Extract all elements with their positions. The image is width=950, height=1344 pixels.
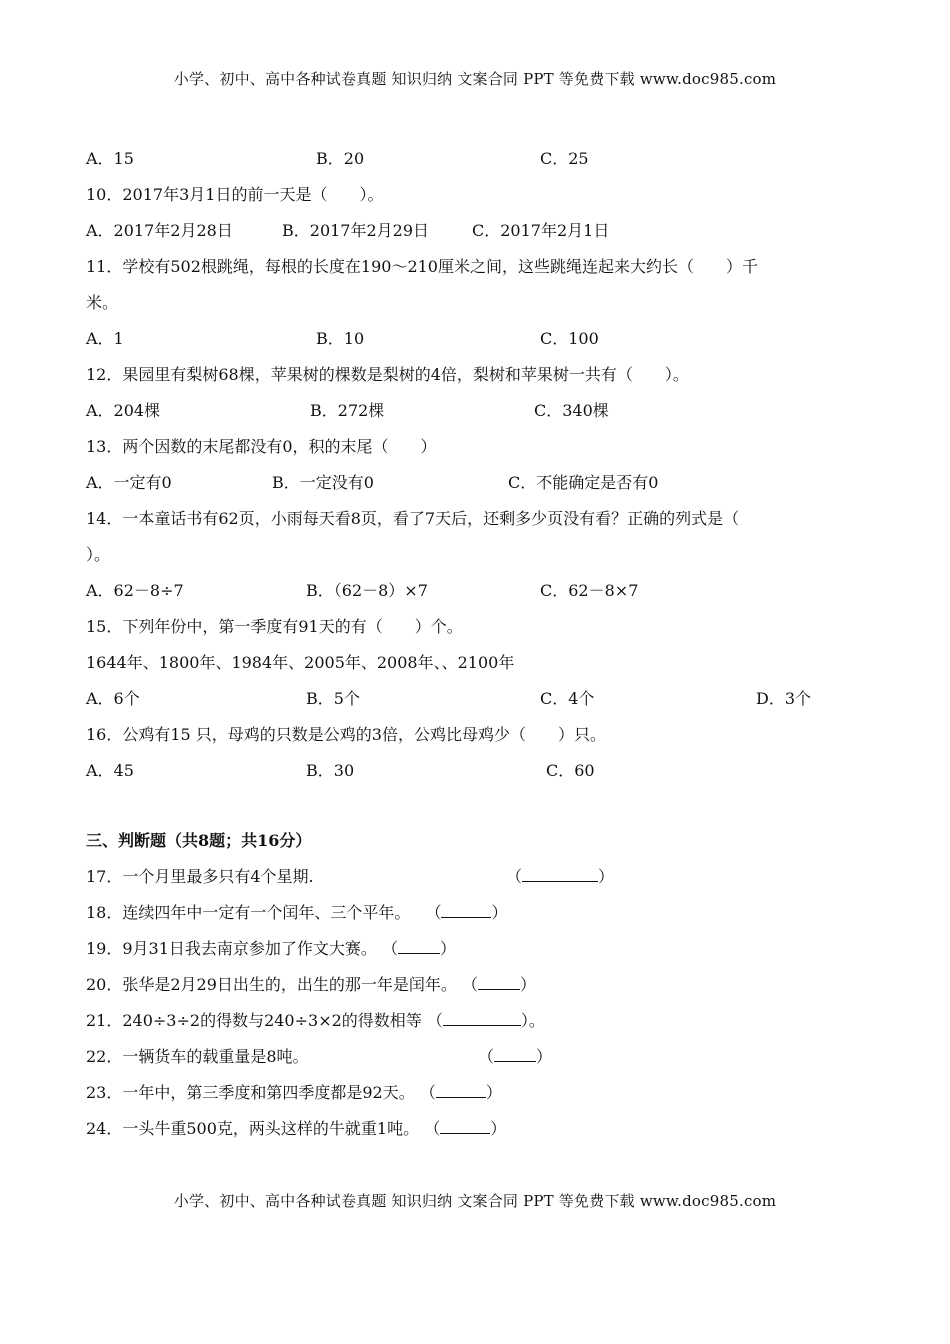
q16-option-c: C．60 bbox=[546, 761, 595, 780]
q10-text: 10．2017年3月1日的前一天是（ ）。 bbox=[86, 185, 384, 204]
answer-blank[interactable]: （ ） bbox=[478, 1047, 553, 1066]
answer-blank[interactable]: （ ） bbox=[424, 1119, 507, 1138]
q16-option-b: B．30 bbox=[306, 761, 355, 780]
q14-option-b: B．（62－8）×7 bbox=[306, 581, 428, 600]
q11-text-line1: 11．学校有502根跳绳，每根的长度在190～210厘米之间，这些跳绳连起来大约长（ ）千 bbox=[86, 257, 758, 276]
q11-option-a: A．1 bbox=[86, 329, 124, 348]
q14-text-line1: 14．一本童话书有62页，小雨每天看8页，看了7天后，还剩多少页没有看？正确的列式是（ bbox=[86, 509, 740, 528]
judgment-item bbox=[86, 864, 615, 887]
q13-option-a: A．一定有0 bbox=[86, 473, 172, 492]
q14-option-a: A．62－8÷7 bbox=[86, 581, 184, 600]
q15-option-a: A．6个 bbox=[86, 689, 140, 708]
q15-text: 15．下列年份中，第一季度有91天的有（ ）个。 bbox=[86, 617, 463, 636]
q13-option-b: B．一定没有0 bbox=[272, 473, 374, 492]
answer-blank[interactable]: （ ） bbox=[506, 867, 615, 886]
q9-option-a: A．15 bbox=[86, 149, 134, 168]
judgment-item bbox=[86, 936, 456, 959]
judgment-text: 18．连续四年中一定有一个闰年、三个平年。 bbox=[86, 903, 411, 922]
judgment-text: 17．一个月里最多只有4个星期. bbox=[86, 867, 314, 886]
judgment-item bbox=[86, 972, 536, 995]
judgment-text: 23．一年中，第三季度和第四季度都是92天。 bbox=[86, 1083, 415, 1102]
header-banner: 小学、初中、高中各种试卷真题 知识归纳 文案合同 PPT 等免费下载 www.doc985.com bbox=[173, 70, 777, 88]
answer-blank[interactable]: （ ） bbox=[462, 975, 537, 994]
answer-blank[interactable]: （ ） bbox=[419, 1083, 502, 1102]
q14-option-c: C．62－8×7 bbox=[540, 581, 639, 600]
judgment-text: 24．一头牛重500克，两头这样的牛就重1吨。 bbox=[86, 1119, 420, 1138]
q9-option-b: B．20 bbox=[316, 149, 365, 168]
judgment-item bbox=[86, 1080, 502, 1103]
q16-option-a: A．45 bbox=[86, 761, 134, 780]
q12-text: 12．果园里有梨树68棵，苹果树的棵数是梨树的4倍，梨树和苹果树一共有（ ）。 bbox=[86, 365, 689, 384]
footer-banner: 小学、初中、高中各种试卷真题 知识归纳 文案合同 PPT 等免费下载 www.doc985.com bbox=[173, 1192, 777, 1210]
q13-option-c: C．不能确定是否有0 bbox=[508, 473, 659, 492]
judgment-item bbox=[86, 900, 508, 923]
q14-text-line2: ）。 bbox=[86, 545, 111, 564]
section-title-judgment: 三、判断题（共8题；共16分） bbox=[86, 831, 312, 850]
answer-blank[interactable]: （ ） bbox=[425, 903, 508, 922]
q11-text-line2: 米。 bbox=[86, 293, 119, 312]
q15-option-c: C．4个 bbox=[540, 689, 595, 708]
q10-option-a: A．2017年2月28日 bbox=[86, 221, 233, 240]
q10-option-b: B．2017年2月29日 bbox=[282, 221, 430, 240]
q11-option-b: B．10 bbox=[316, 329, 365, 348]
q15-option-b: B．5个 bbox=[306, 689, 360, 708]
q13-text: 13．两个因数的末尾都没有0，积的末尾（ ） bbox=[86, 437, 437, 456]
judgment-item bbox=[86, 1044, 553, 1067]
judgment-text: 22．一辆货车的载重量是8吨。 bbox=[86, 1047, 309, 1066]
q15-option-d: D．3个 bbox=[756, 689, 812, 708]
q15-years: 1644年、1800年、1984年、2005年、2008年、、2100年 bbox=[86, 653, 515, 672]
judgment-item bbox=[86, 1116, 506, 1139]
judgment-text: 21．240÷3÷2的得数与240÷3×2的得数相等 bbox=[86, 1011, 422, 1030]
q11-option-c: C．100 bbox=[540, 329, 599, 348]
q10-option-c: C．2017年2月1日 bbox=[472, 221, 610, 240]
q12-option-c: C．340棵 bbox=[534, 401, 609, 420]
answer-blank[interactable]: （ ） bbox=[382, 939, 457, 958]
judgment-text: 20．张华是2月29日出生的，出生的那一年是闰年。 bbox=[86, 975, 457, 994]
q9-option-c: C．25 bbox=[540, 149, 589, 168]
q16-text: 16．公鸡有15 只，母鸡的只数是公鸡的3倍，公鸡比母鸡少（ ）只。 bbox=[86, 725, 606, 744]
q12-option-b: B．272棵 bbox=[310, 401, 385, 420]
q12-option-a: A．204棵 bbox=[86, 401, 161, 420]
answer-blank[interactable]: （ ）。 bbox=[426, 1011, 545, 1030]
judgment-item bbox=[86, 1008, 545, 1031]
judgment-text: 19．9月31日我去南京参加了作文大赛。 bbox=[86, 939, 377, 958]
